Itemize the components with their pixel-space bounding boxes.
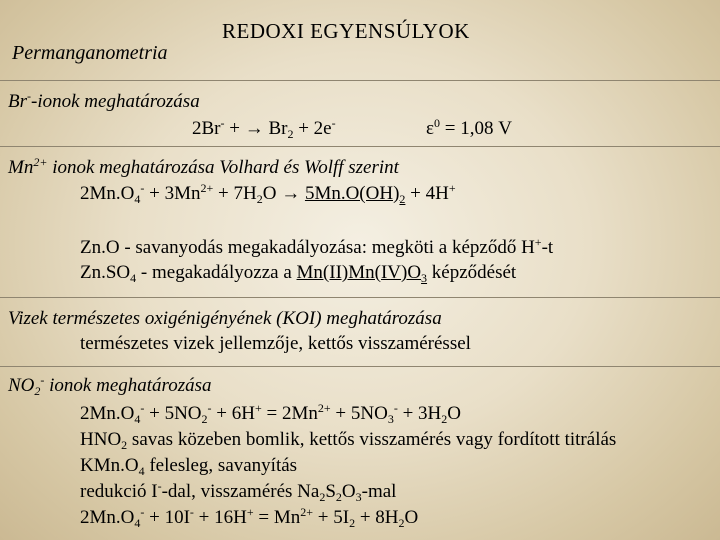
slide-title: REDOXI EGYENSÚLYOK: [222, 19, 470, 43]
nitrite-heading: $NO_2^-$ ionok meghatározása: [8, 373, 212, 398]
hno2-note: $HNO_2$ savas közeben bomlik, kettős visszamérés vagy fordított titrálás: [80, 429, 617, 452]
reaction-arrow-icon: →: [281, 183, 301, 204]
iodide-note: redukció I--dal, visszamérés $Na_2S_2O_3$-mal: [80, 479, 397, 504]
standard-potential: $\varepsilon^0 = 1,08$ V: [426, 116, 512, 139]
bromide-heading: Br--ionok meghatározása: [8, 89, 200, 112]
section-divider: [0, 366, 720, 367]
znso4-note: $Zn.SO_4$ - megakadályozza a $Mn(II)Mn(IV)O_3$ képződését: [80, 262, 517, 285]
bromide-equation: 2Br- + → $Br_2 + 2e^-$: [192, 116, 336, 141]
section-divider: [0, 146, 720, 147]
koi-description: természetes vizek jellemzője, kettős visszaméréssel: [80, 333, 471, 354]
reaction-arrow-icon: →: [244, 118, 264, 139]
zno-note: Zn.O - savanyodás megakadályozása: megköti a képződő H+-t: [80, 235, 554, 258]
kmno4-note: $KMn.O_4$ felesleg, savanyítás: [80, 455, 298, 478]
nitrite-equation: $2Mn.O_4^- + 5NO_2^- + 6H^+ = 2Mn^{2+} + 5NO_3^- + 3H_2O$: [80, 401, 461, 426]
manganese-heading: $Mn^{2+}$ ionok meghatározása Volhard és Wolff szerint: [8, 155, 399, 178]
slide-subtitle: Permanganometria: [12, 42, 168, 64]
section-divider: [0, 297, 720, 298]
manganese-equation: $2Mn.O_4^- + 3Mn^{2+} + 7H_2O \to 5Mn.O(OH)_2 + 4H^+$: [80, 181, 456, 206]
section-divider: [0, 80, 720, 81]
koi-heading: Vizek természetes oxigénigényének (KOI) meghatározása: [8, 308, 442, 329]
iodide-equation: $2Mn.O_4^- + 10I^- + 16H^+ = Mn^{2+} + 5I_2 + 8H_2O$: [80, 505, 419, 530]
